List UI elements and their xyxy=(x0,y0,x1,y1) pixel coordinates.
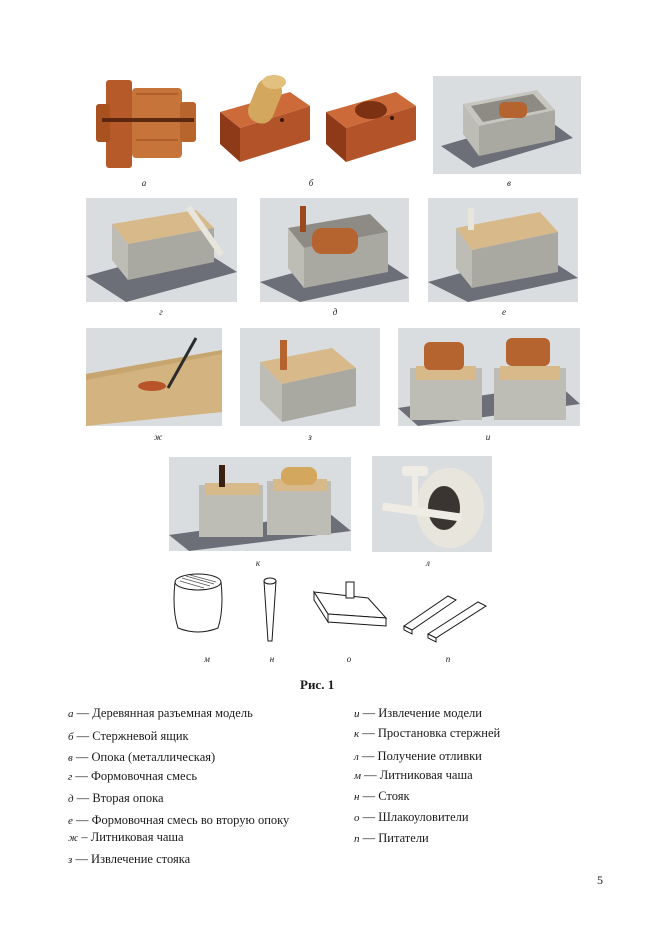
legend-letter: д xyxy=(68,793,74,805)
panel-letter: м xyxy=(204,654,210,664)
legend-text: — Шлакоуловители xyxy=(362,810,469,824)
legend-text: — Деревянная разъемная модель xyxy=(76,706,253,720)
legend-item xyxy=(68,729,189,744)
panel-letter: л xyxy=(426,558,430,568)
legend-item xyxy=(68,769,197,784)
legend-text: — Извлечение стояка xyxy=(75,852,191,866)
legend-letter: м xyxy=(354,770,362,782)
legend-letter: а xyxy=(68,708,74,720)
legend-item xyxy=(354,810,469,825)
legend-item xyxy=(68,813,289,828)
legend-letter: ж xyxy=(68,832,79,844)
panel-letter: к xyxy=(255,558,261,568)
legend-text: — Стояк xyxy=(362,789,410,803)
legend-item xyxy=(68,852,190,867)
panel-letter: ж xyxy=(153,432,163,442)
legend-text: — Формовочная смесь во вторую опоку xyxy=(76,813,290,827)
image-wooden-split-pattern xyxy=(92,70,202,175)
legend-item xyxy=(354,749,482,764)
image-casting-result xyxy=(372,456,492,552)
legend-item xyxy=(354,726,500,741)
panel-letter: г xyxy=(159,307,163,317)
legend-item xyxy=(68,830,184,845)
image-sand-second-flask xyxy=(428,198,578,302)
legend-letter: в xyxy=(68,752,73,764)
drawing-feeders xyxy=(400,592,490,644)
legend-item xyxy=(354,706,482,721)
legend-letter: п xyxy=(354,833,360,845)
legend-letter: е xyxy=(68,815,73,827)
legend-item xyxy=(354,789,410,804)
panel-letter: н xyxy=(269,654,275,664)
figure-title: Рис. 1 xyxy=(300,677,335,692)
panel-letter: е xyxy=(502,307,506,317)
legend-letter: к xyxy=(354,728,360,740)
image-metal-flask xyxy=(433,76,581,174)
image-core-box xyxy=(216,72,416,172)
drawing-sprue xyxy=(262,577,278,643)
drawing-slag-trap xyxy=(310,580,390,636)
legend-text: — Питатели xyxy=(362,831,429,845)
legend-letter: л xyxy=(354,751,359,763)
panel-letter: з xyxy=(308,432,312,442)
image-molding-sand xyxy=(86,198,237,302)
panel-letter: д xyxy=(332,307,338,317)
legend-letter: о xyxy=(354,812,360,824)
page-number: 5 xyxy=(597,873,603,887)
legend-text: — Вторая опока xyxy=(76,791,164,805)
legend-item xyxy=(68,750,215,765)
drawing-sprue-cup xyxy=(170,570,230,640)
legend-item xyxy=(68,706,253,721)
image-sprue-cup xyxy=(86,328,222,426)
legend-text: — Опока (металлическая) xyxy=(75,750,216,764)
panel-letter: в xyxy=(507,178,511,188)
panel-letter: п xyxy=(445,654,451,664)
panel-letter: б xyxy=(308,178,314,188)
legend-text: — Стержневой ящик xyxy=(76,729,189,743)
legend-letter: з xyxy=(68,854,73,866)
legend-text: — Литниковая чаша xyxy=(364,768,473,782)
legend-text: – Литниковая чаша xyxy=(81,830,184,844)
legend-letter: н xyxy=(354,791,360,803)
legend-letter: б xyxy=(68,731,74,743)
legend-item xyxy=(354,831,429,846)
image-second-flask xyxy=(260,198,409,302)
legend-letter: и xyxy=(354,708,360,720)
image-sprue-removal xyxy=(240,328,380,426)
panel-letter: и xyxy=(485,432,491,442)
legend-item xyxy=(68,791,164,806)
legend-text: — Простановка стержней xyxy=(362,726,501,740)
image-pattern-removal xyxy=(398,328,580,426)
legend-text: — Формовочная смесь xyxy=(75,769,198,783)
panel-letter: а xyxy=(141,178,147,188)
legend-item xyxy=(354,768,473,783)
panel-letter: о xyxy=(346,654,352,664)
image-core-placement xyxy=(169,457,351,551)
legend-text: — Извлечение модели xyxy=(362,706,482,720)
legend-text: — Получение отливки xyxy=(361,749,482,763)
legend-letter: г xyxy=(68,771,73,783)
